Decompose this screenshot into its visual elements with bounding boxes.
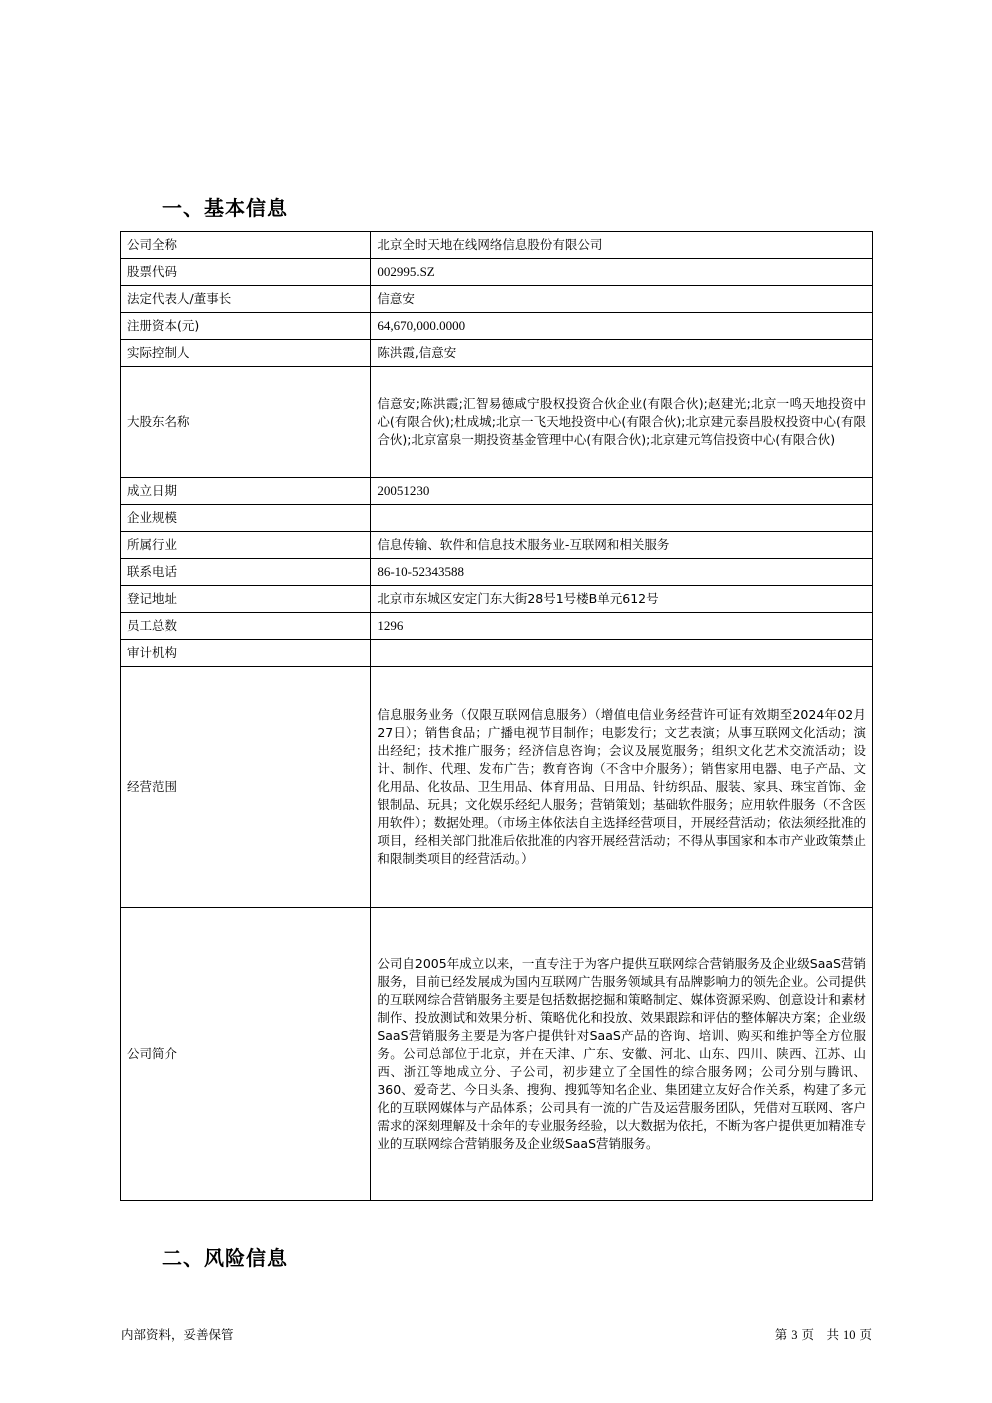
row-value: 信意安;陈洪霞;汇智易德咸宁股权投资合伙企业(有限合伙);赵建光;北京一鸣天地投资中心(有限合伙);杜成城;北京一飞天地投资中心(有限合伙);北京建元泰昌股权投资中心(有限合伙);北京富泉一期投资基金管理中心(有限合伙);北京建元笃信投资中心(有限合伙) bbox=[371, 367, 873, 478]
table-row bbox=[121, 286, 873, 313]
table-row bbox=[121, 313, 873, 340]
table-row bbox=[121, 667, 873, 908]
row-value: 信息传输、软件和信息技术服务业-互联网和相关服务 bbox=[371, 532, 873, 559]
table-row bbox=[121, 232, 873, 259]
section-title-risk-info: 二、风险信息 bbox=[162, 1246, 288, 1270]
page-mid: 页 共 bbox=[801, 1327, 840, 1342]
row-label: 所属行业 bbox=[121, 532, 371, 559]
row-label: 企业规模 bbox=[121, 505, 371, 532]
page-current: 3 bbox=[791, 1328, 798, 1342]
row-label: 员工总数 bbox=[121, 613, 371, 640]
row-value: 信息服务业务（仅限互联网信息服务）（增值电信业务经营许可证有效期至2024年02月27日）；销售食品；广播电视节目制作；电影发行；文艺表演；从事互联网文化活动；演出经纪；技术推广服务；经济信息咨询；会议及展览服务；组织文化艺术交流活动；设计、制作、代理、发布广告；教育咨询（不含中介服务）；销售家用电器、电子产品、文化用品、化妆品、卫生用品、体育用品、日用品、针纺织品、服装、家具、珠宝首饰、金银制品、玩具；文化娱乐经纪人服务；营销策划；基础软件服务；应用软件服务（不含医用软件）；数据处理。（市场主体依法自主选择经营项目，开展经营活动；依法须经批准的项目，经相关部门批准后依批准的内容开展经营活动；不得从事国家和本市产业政策禁止和限制类项目的经营活动。） bbox=[371, 667, 873, 908]
row-label: 成立日期 bbox=[121, 478, 371, 505]
row-label: 登记地址 bbox=[121, 586, 371, 613]
section-title-basic-info: 一、基本信息 bbox=[162, 196, 288, 220]
table-row bbox=[121, 505, 873, 532]
row-value: 64,670,000.0000 bbox=[371, 313, 873, 340]
row-value: 002995.SZ bbox=[371, 259, 873, 286]
table-row bbox=[121, 478, 873, 505]
row-value: 北京市东城区安定门东大街28号1号楼B单元612号 bbox=[371, 586, 873, 613]
row-value bbox=[371, 505, 873, 532]
row-label: 注册资本(元) bbox=[121, 313, 371, 340]
row-value: 陈洪霞,信意安 bbox=[371, 340, 873, 367]
table-row bbox=[121, 259, 873, 286]
row-value: 20051230 bbox=[371, 478, 873, 505]
page-number bbox=[775, 1325, 872, 1343]
table-row bbox=[121, 559, 873, 586]
basic-info-table bbox=[120, 231, 873, 1201]
row-value: 公司自2005年成立以来，一直专注于为客户提供互联网综合营销服务及企业级SaaS营销服务，目前已经发展成为国内互联网广告服务领域具有品牌影响力的领先企业。公司提供的互联网综合营销服务主要是包括数据挖掘和策略制定、媒体资源采购、创意设计和素材制作、投放测试和效果分析、策略优化和投放、效果跟踪和评估的整体解决方案；企业级SaaS营销服务主要是为客户提供针对SaaS产品的咨询、培训、购买和维护等全方位服务。公司总部位于北京，并在天津、广东、安徽、河北、山东、四川、陕西、江苏、山西、浙江等地成立分、子公司，初步建立了全国性的综合服务网；公司分别与腾讯、360、爱奇艺、今日头条、搜狗、搜狐等知名企业、集团建立友好合作关系，构建了多元化的互联网媒体与产品体系；公司具有一流的广告及运营服务团队，凭借对互联网、客户需求的深刻理解及十余年的专业服务经验，以大数据为依托，不断为客户提供更加精准专业的互联网综合营销服务及企业级SaaS营销服务。 bbox=[371, 908, 873, 1201]
row-value: 信意安 bbox=[371, 286, 873, 313]
row-label: 经营范围 bbox=[121, 667, 371, 908]
row-value: 86-10-52343588 bbox=[371, 559, 873, 586]
row-label: 股票代码 bbox=[121, 259, 371, 286]
table-row bbox=[121, 908, 873, 1201]
row-label: 审计机构 bbox=[121, 640, 371, 667]
row-label: 联系电话 bbox=[121, 559, 371, 586]
footer-confidential-note: 内部资料，妥善保管 bbox=[121, 1327, 234, 1342]
row-value: 1296 bbox=[371, 613, 873, 640]
row-label: 实际控制人 bbox=[121, 340, 371, 367]
table-row bbox=[121, 640, 873, 667]
page-prefix: 第 bbox=[774, 1327, 788, 1342]
row-value: 北京全时天地在线网络信息股份有限公司 bbox=[371, 232, 873, 259]
table-row bbox=[121, 367, 873, 478]
table-row bbox=[121, 340, 873, 367]
row-label: 公司简介 bbox=[121, 908, 371, 1201]
table-row bbox=[121, 613, 873, 640]
table-row bbox=[121, 586, 873, 613]
page-suffix: 页 bbox=[859, 1327, 872, 1342]
row-label: 大股东名称 bbox=[121, 367, 371, 478]
table-row bbox=[121, 532, 873, 559]
row-value bbox=[371, 640, 873, 667]
row-label: 公司全称 bbox=[121, 232, 371, 259]
row-label: 法定代表人/董事长 bbox=[121, 286, 371, 313]
page-total: 10 bbox=[843, 1328, 856, 1342]
